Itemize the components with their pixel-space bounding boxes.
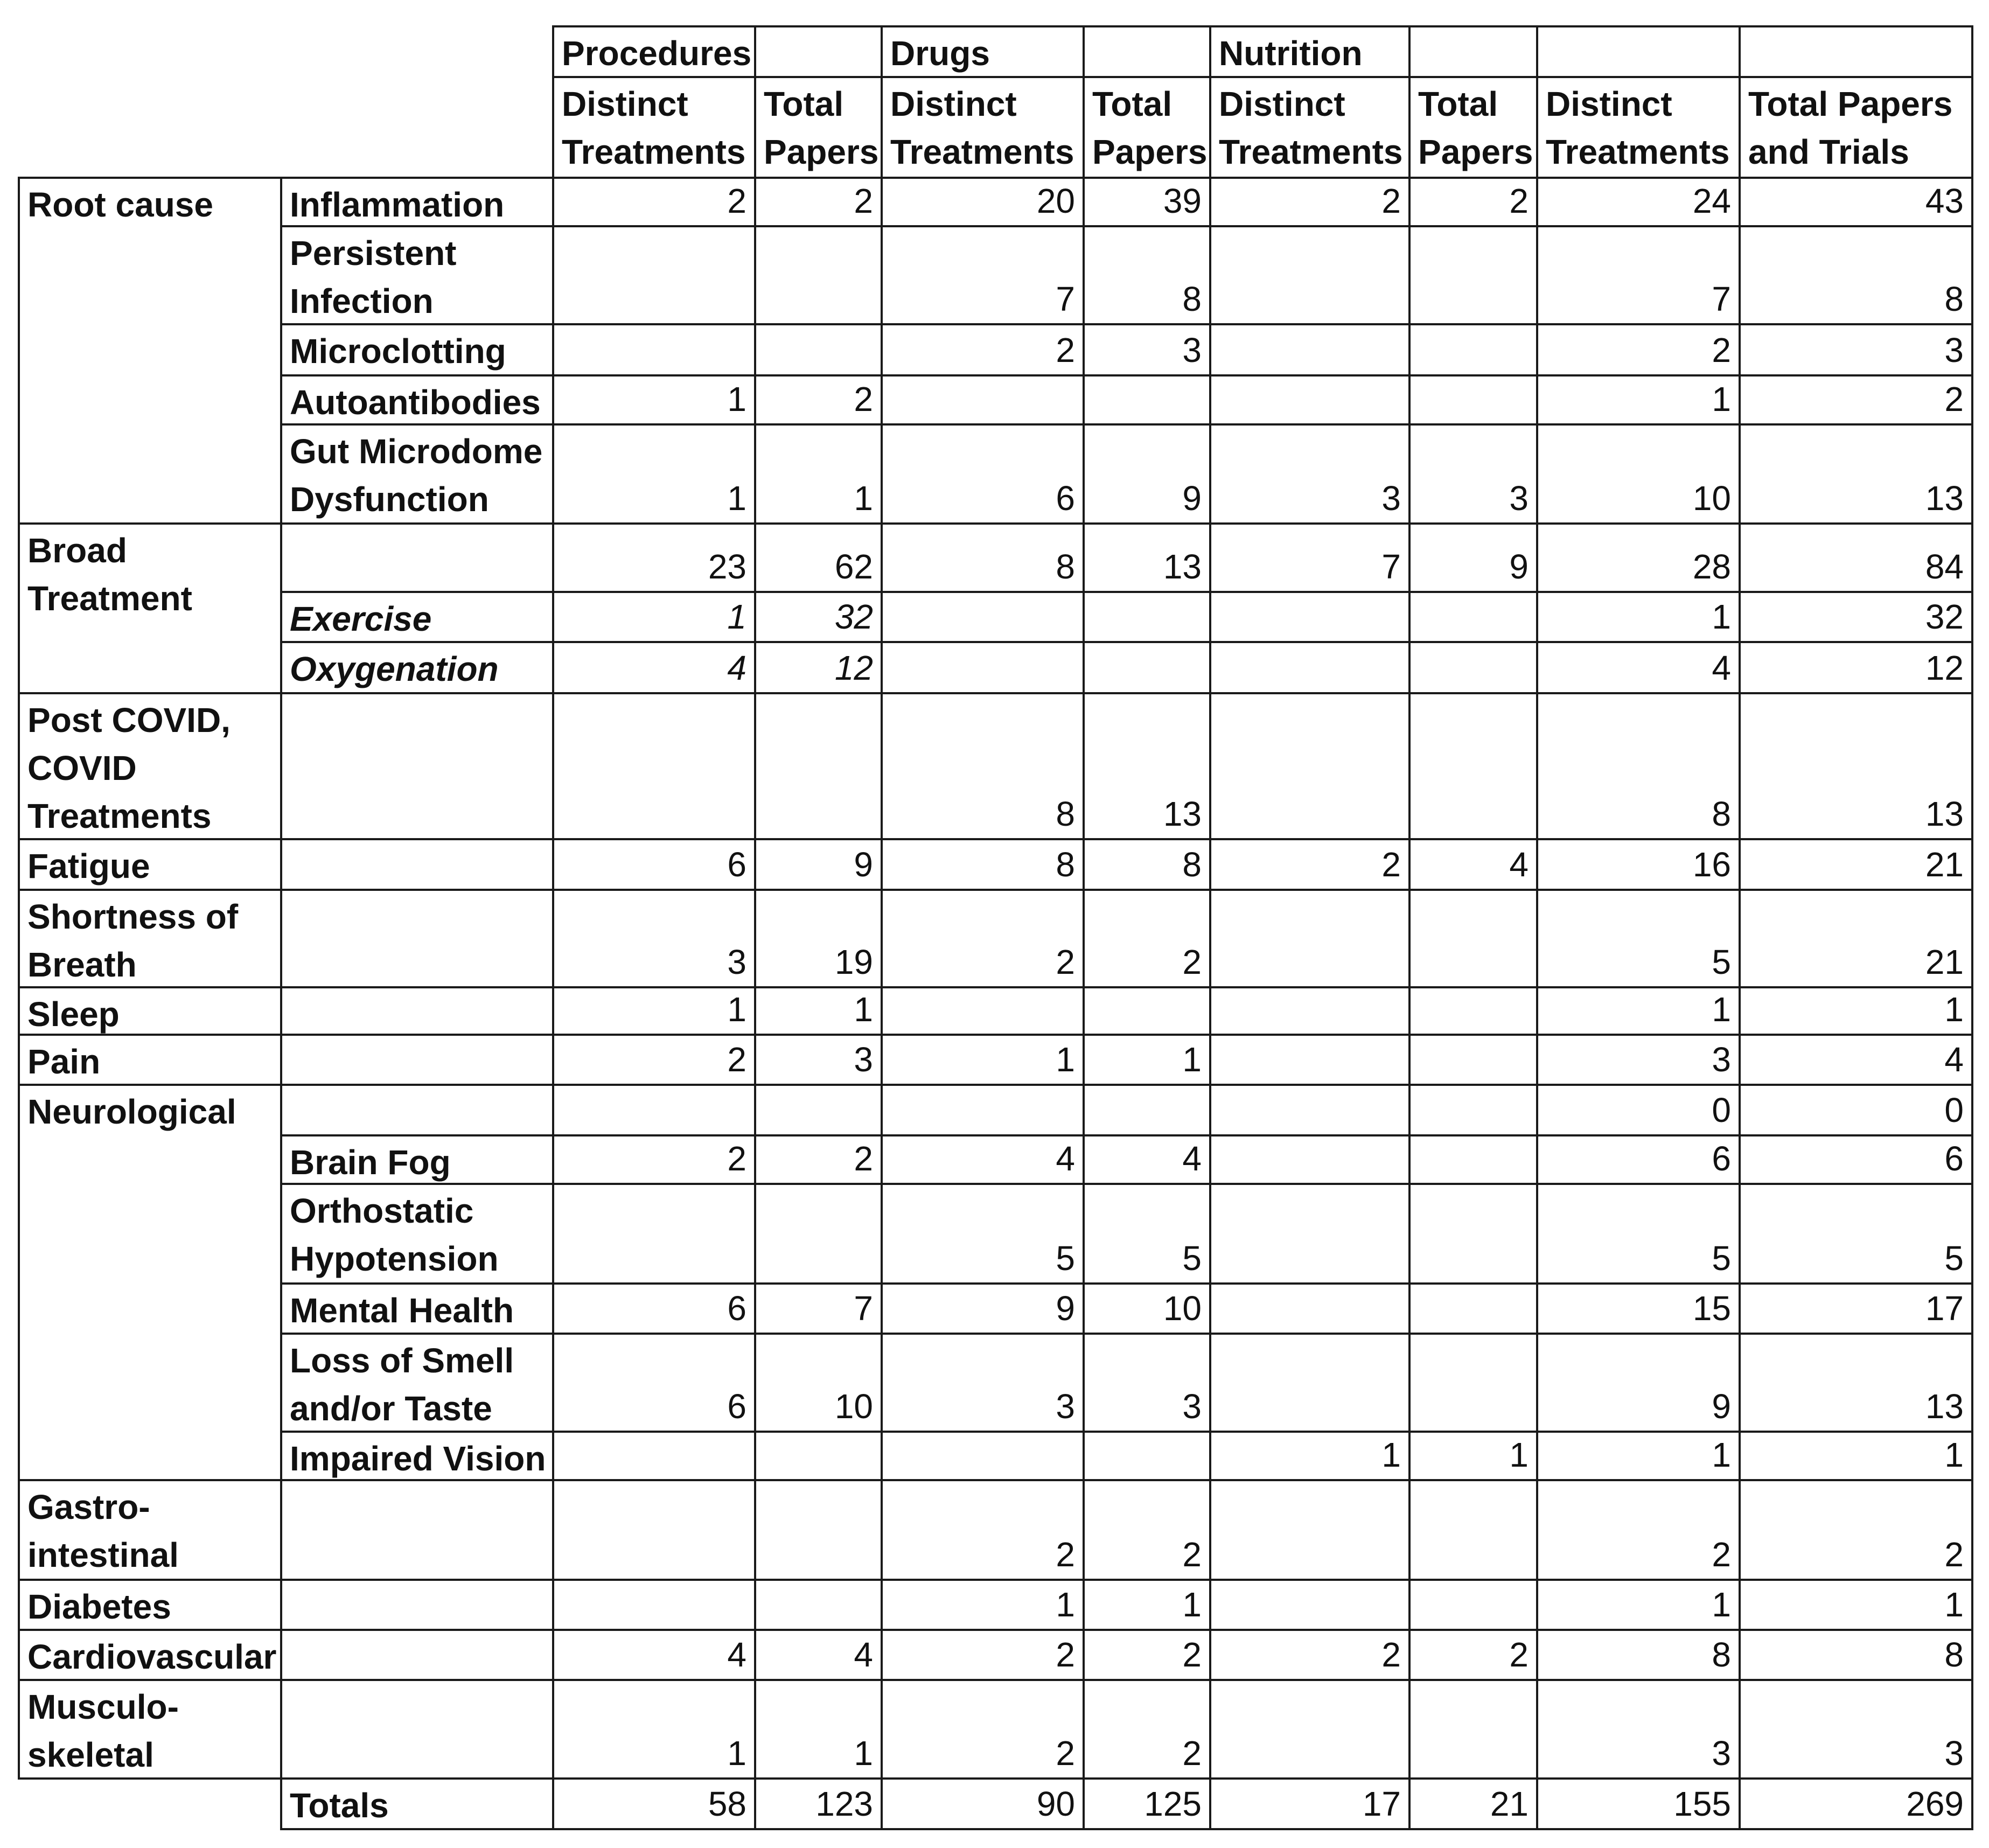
subcategory-label [280,1084,554,1136]
table-cell: 6 [552,1333,756,1433]
table-cell: 24 [1536,177,1741,227]
table-cell: 0 [1739,1084,1973,1136]
table-cell [754,323,883,376]
table-cell: 9 [881,1282,1085,1335]
subcategory-label [280,986,554,1036]
table-cell: 6 [552,838,756,891]
table-cell [1209,225,1411,325]
table-cell: 1 [1536,986,1741,1036]
column-header: Total Papers and Trials [1739,76,1973,179]
table-cell: 8 [881,522,1085,593]
table-cell: 28 [1536,522,1741,593]
subcategory-label: Microclotting [280,323,554,376]
totals-cell: 125 [1083,1777,1211,1830]
table-cell: 17 [1739,1282,1973,1335]
table-cell [1408,323,1538,376]
subcategory-label [280,838,554,891]
table-cell: 39 [1083,177,1211,227]
table-cell: 0 [1536,1084,1741,1136]
table-cell: 10 [1083,1282,1211,1335]
table-cell [1408,591,1538,643]
table-cell: 15 [1536,1282,1741,1335]
table-cell [881,1084,1085,1136]
table-cell [1209,591,1411,643]
table-cell: 13 [1739,692,1973,840]
table-cell [1408,1034,1538,1086]
subcategory-label [280,889,554,988]
table-cell: 1 [552,591,756,643]
table-cell: 3 [552,889,756,988]
table-cell: 1 [1536,591,1741,643]
table-cell: 84 [1739,522,1973,593]
table-cell [552,1084,756,1136]
table-cell: 3 [1536,1034,1741,1086]
table-cell [552,1183,756,1285]
table-cell: 3 [1408,423,1538,525]
table-cell: 5 [1536,889,1741,988]
table-cell [552,692,756,840]
table-cell: 2 [552,1134,756,1185]
table-cell: 1 [881,1034,1085,1086]
subcategory-label: Orthostatic Hypotension [280,1183,554,1285]
table-cell [552,1431,756,1481]
table-cell: 4 [1536,641,1741,694]
table-cell: 1 [552,986,756,1036]
table-cell [1408,1679,1538,1780]
table-cell: 10 [754,1333,883,1433]
table-cell: 13 [1739,423,1973,525]
table-cell: 2 [754,374,883,426]
table-cell: 2 [881,889,1085,988]
table-cell: 1 [1739,986,1973,1036]
table-cell: 6 [1739,1134,1973,1185]
table-cell [1408,641,1538,694]
category-label: Musculo- skeletal [18,1679,282,1780]
table-cell [754,1479,883,1581]
table-cell [754,692,883,840]
table-cell: 2 [754,177,883,227]
table-cell: 7 [1209,522,1411,593]
table-cell [881,986,1085,1036]
table-cell [1408,1579,1538,1631]
table-cell: 8 [1739,225,1973,325]
table-cell: 21 [1739,889,1973,988]
table-cell: 8 [1536,1629,1741,1681]
table-cell: 2 [1536,323,1741,376]
table-cell: 8 [881,692,1085,840]
group-header [1083,25,1211,78]
table-cell [881,1431,1085,1481]
subcategory-label [280,1629,554,1681]
category-label: Root cause [18,177,282,525]
table-cell [1408,692,1538,840]
table-cell: 4 [552,641,756,694]
table-cell: 1 [1536,374,1741,426]
table-cell: 7 [1536,225,1741,325]
table-cell [1209,986,1411,1036]
table-cell: 2 [1083,889,1211,988]
table-cell [1209,641,1411,694]
table-cell: 1 [1739,1579,1973,1631]
table-cell: 2 [1408,1629,1538,1681]
group-header: Drugs [881,25,1085,78]
table-cell [552,1479,756,1581]
table-cell: 2 [754,1134,883,1185]
table-cell: 2 [1083,1629,1211,1681]
subcategory-label: Impaired Vision [280,1431,554,1481]
table-cell: 62 [754,522,883,593]
table-cell: 23 [552,522,756,593]
table-cell: 2 [1408,177,1538,227]
totals-label: Totals [280,1777,554,1830]
category-label: Neurological [18,1084,282,1481]
subcategory-label: Gut Microdome Dysfunction [280,423,554,525]
table-cell: 3 [1209,423,1411,525]
table-cell: 3 [1739,323,1973,376]
table-cell: 3 [1739,1679,1973,1780]
table-cell: 2 [1739,1479,1973,1581]
table-cell: 2 [1209,177,1411,227]
table-cell: 13 [1083,692,1211,840]
table-cell: 1 [754,1679,883,1780]
subcategory-label [280,522,554,593]
table-cell: 32 [754,591,883,643]
table-cell: 2 [1083,1479,1211,1581]
table-cell: 5 [1083,1183,1211,1285]
column-header: Distinct Treatments [1536,76,1741,179]
table-cell: 4 [552,1629,756,1681]
column-header: Total Papers [1083,76,1211,179]
table-cell: 1 [1536,1431,1741,1481]
table-cell [552,323,756,376]
table-cell [1083,591,1211,643]
table-cell [1408,225,1538,325]
subcategory-label: Autoantibodies [280,374,554,426]
table-cell: 5 [881,1183,1085,1285]
subcategory-label [280,1034,554,1086]
table-cell: 2 [552,1034,756,1086]
totals-cell: 21 [1408,1777,1538,1830]
table-cell: 6 [552,1282,756,1335]
table-cell: 1 [552,423,756,525]
column-header: Distinct Treatments [1209,76,1411,179]
table-cell: 1 [1083,1579,1211,1631]
table-cell [1209,323,1411,376]
totals-cell: 123 [754,1777,883,1830]
table-cell: 2 [881,1479,1085,1581]
table-cell: 5 [1739,1183,1973,1285]
totals-cell: 155 [1536,1777,1741,1830]
table-cell: 1 [552,1679,756,1780]
table-cell: 8 [1083,225,1211,325]
table-cell [1408,986,1538,1036]
table-cell [1083,374,1211,426]
table-cell: 2 [1739,374,1973,426]
table-cell: 2 [552,177,756,227]
table-cell [881,641,1085,694]
table-cell: 13 [1739,1333,1973,1433]
table-cell [1209,1034,1411,1086]
table-cell: 20 [881,177,1085,227]
table-cell: 1 [754,986,883,1036]
table-cell: 2 [881,1679,1085,1780]
subcategory-label: Mental Health [280,1282,554,1335]
table-cell: 1 [1536,1579,1741,1631]
group-header [1408,25,1538,78]
table-cell: 2 [1083,1679,1211,1780]
table-cell: 2 [881,1629,1085,1681]
table-cell: 7 [881,225,1085,325]
table-cell: 8 [1536,692,1741,840]
table-cell [1209,1084,1411,1136]
table-cell: 2 [881,323,1085,376]
table-cell: 3 [1083,1333,1211,1433]
subcategory-label: Oxygenation [280,641,554,694]
table-cell: 6 [881,423,1085,525]
table-cell: 3 [881,1333,1085,1433]
group-header [754,25,883,78]
table-cell [1408,1134,1538,1185]
table-cell: 1 [754,423,883,525]
category-label: Broad Treatment [18,522,282,694]
totals-cell: 90 [881,1777,1085,1830]
totals-cell: 17 [1209,1777,1411,1830]
table-cell: 4 [754,1629,883,1681]
totals-cell: 269 [1739,1777,1973,1830]
table-cell: 1 [1209,1431,1411,1481]
table-cell: 43 [1739,177,1973,227]
subcategory-label [280,692,554,840]
category-label: Diabetes [18,1579,282,1631]
subcategory-label: Persistent Infection [280,225,554,325]
group-header [1536,25,1741,78]
table-cell [1209,374,1411,426]
table-cell: 4 [881,1134,1085,1185]
table-cell: 10 [1536,423,1741,525]
subcategory-label: Inflammation [280,177,554,227]
table-cell [1209,1282,1411,1335]
table-cell: 2 [1536,1479,1741,1581]
table-cell: 13 [1083,522,1211,593]
table-cell [1209,1134,1411,1185]
table-cell: 19 [754,889,883,988]
table-cell: 12 [1739,641,1973,694]
table-cell: 8 [1083,838,1211,891]
table-cell: 1 [1408,1431,1538,1481]
table-cell: 6 [1536,1134,1741,1185]
table-cell: 3 [754,1034,883,1086]
subcategory-label: Loss of Smell and/or Taste [280,1333,554,1433]
subcategory-label [280,1679,554,1780]
table-cell [1408,1183,1538,1285]
table-cell: 1 [1739,1431,1973,1481]
category-label: Fatigue [18,838,282,891]
subcategory-label [280,1579,554,1631]
table-cell [754,1084,883,1136]
table-cell: 5 [1536,1183,1741,1285]
totals-cell: 58 [552,1777,756,1830]
table-cell: 3 [1536,1679,1741,1780]
table-cell [881,374,1085,426]
table-cell [1209,1479,1411,1581]
table-cell [1408,1479,1538,1581]
column-header: Total Papers [1408,76,1538,179]
subcategory-label [280,1479,554,1581]
table-cell [881,591,1085,643]
table-cell [1408,1084,1538,1136]
category-label: Sleep [18,986,282,1036]
column-header: Distinct Treatments [552,76,756,179]
table-cell: 7 [754,1282,883,1335]
table-cell [1408,1282,1538,1335]
table-cell [754,1183,883,1285]
table-cell [754,225,883,325]
table-cell: 4 [1408,838,1538,891]
table-cell: 1 [881,1579,1085,1631]
category-label: Gastro- intestinal [18,1479,282,1581]
table-cell: 9 [1408,522,1538,593]
group-header: Nutrition [1209,25,1411,78]
subcategory-label: Exercise [280,591,554,643]
table-cell: 21 [1739,838,1973,891]
table-cell [1083,986,1211,1036]
table-cell [552,225,756,325]
table-cell [754,1431,883,1481]
table-cell: 9 [754,838,883,891]
group-header: Procedures [552,25,756,78]
table-cell: 2 [1209,838,1411,891]
table-cell [1209,692,1411,840]
table-cell [1408,889,1538,988]
column-header: Distinct Treatments [881,76,1085,179]
category-label: Post COVID, COVID Treatments [18,692,282,840]
table-cell: 16 [1536,838,1741,891]
table-cell: 32 [1739,591,1973,643]
table-cell [1408,374,1538,426]
table-cell [1209,1679,1411,1780]
table-cell [1209,1183,1411,1285]
table-cell: 1 [1083,1034,1211,1086]
table-cell: 9 [1083,423,1211,525]
table-cell: 12 [754,641,883,694]
table-cell: 4 [1083,1134,1211,1185]
category-label: Shortness of Breath [18,889,282,988]
subcategory-label: Brain Fog [280,1134,554,1185]
table-cell [1209,889,1411,988]
category-label: Cardiovascular [18,1629,282,1681]
table-cell [1083,641,1211,694]
table-cell [754,1579,883,1631]
table-cell [552,1579,756,1631]
table-cell [1083,1431,1211,1481]
table-cell: 1 [552,374,756,426]
table-cell: 8 [1739,1629,1973,1681]
table-cell: 3 [1083,323,1211,376]
table-cell: 9 [1536,1333,1741,1433]
column-header: Total Papers [754,76,883,179]
table-cell [1209,1579,1411,1631]
table-cell: 8 [881,838,1085,891]
table-cell [1209,1333,1411,1433]
table-cell: 4 [1739,1034,1973,1086]
category-label: Pain [18,1034,282,1086]
group-header [1739,25,1973,78]
table-cell [1083,1084,1211,1136]
table-cell [1408,1333,1538,1433]
table-cell: 2 [1209,1629,1411,1681]
